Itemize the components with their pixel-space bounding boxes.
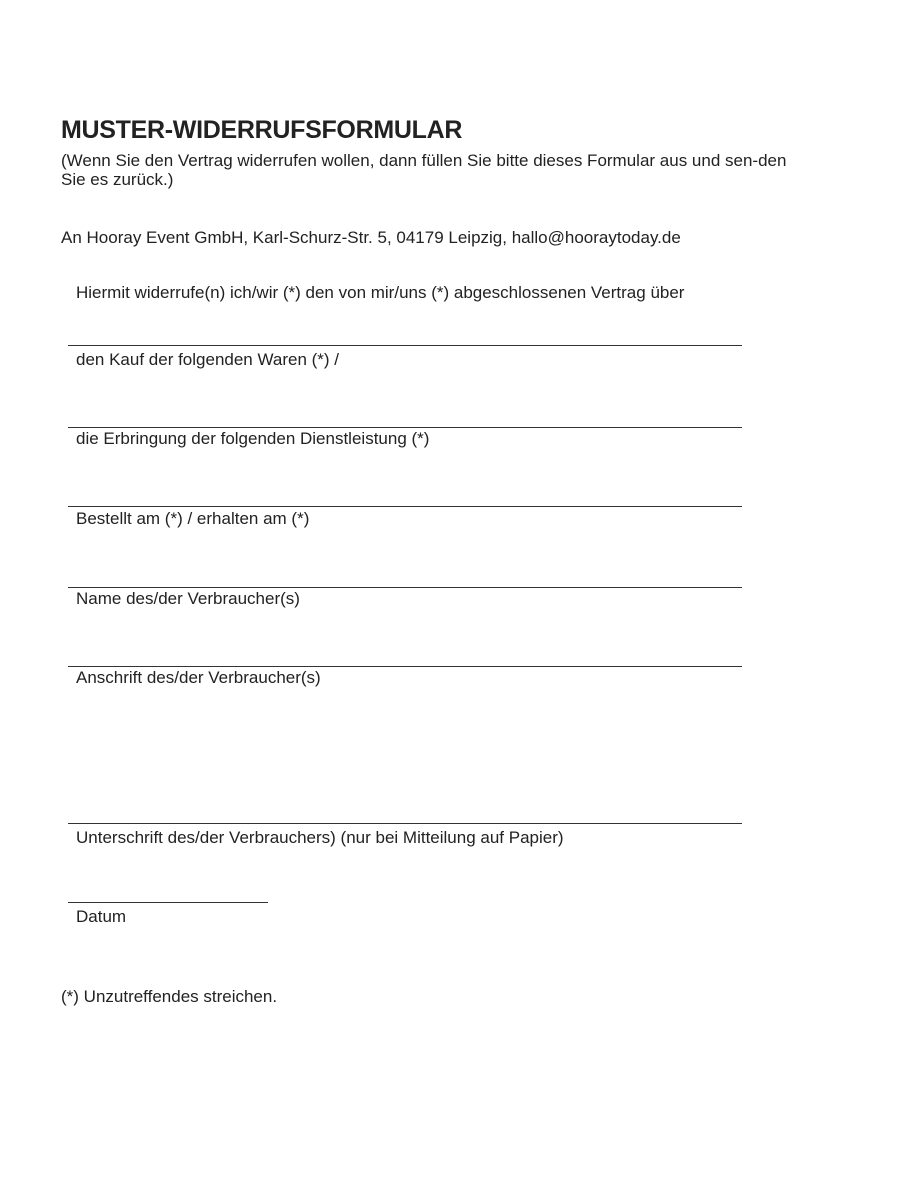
field-line-signature[interactable]: [68, 902, 268, 903]
field-line-consumer-address[interactable]: [68, 823, 742, 824]
footnote: (*) Unzutreffendes streichen.: [61, 987, 278, 1006]
field-label-contract: Hiermit widerrufe(n) ich/wir (*) den von mir/uns (*) abgeschlossenen Vertrag über: [76, 283, 685, 302]
form-title: MUSTER-WIDERRUFSFORMULAR: [61, 116, 463, 144]
field-label-service: die Erbringung der folgenden Dienstleistung (*): [76, 429, 430, 448]
field-line-service[interactable]: [68, 506, 742, 507]
field-line-consumer-name[interactable]: [68, 666, 742, 667]
instructions-text: (Wenn Sie den Vertrag widerrufen wollen, dann füllen Sie bitte dieses Formular aus und sen-den Sie es zurück.): [61, 151, 787, 189]
field-line-contract[interactable]: [68, 345, 742, 346]
field-line-order-date[interactable]: [68, 587, 742, 588]
form-instructions: [61, 151, 811, 189]
field-label-consumer-name: Name des/der Verbraucher(s): [76, 589, 300, 608]
field-line-goods[interactable]: [68, 427, 742, 428]
field-label-goods: den Kauf der folgenden Waren (*) /: [76, 350, 340, 369]
field-label-date: Datum: [76, 907, 127, 926]
field-label-signature: Unterschrift des/der Verbrauchers) (nur bei Mitteilung auf Papier): [76, 828, 564, 847]
recipient-address: An Hooray Event GmbH, Karl-Schurz-Str. 5, 04179 Leipzig, hallo@hooraytoday.de: [61, 228, 681, 247]
field-label-consumer-address: Anschrift des/der Verbraucher(s): [76, 668, 321, 687]
field-label-order-date: Bestellt am (*) / erhalten am (*): [76, 509, 310, 528]
